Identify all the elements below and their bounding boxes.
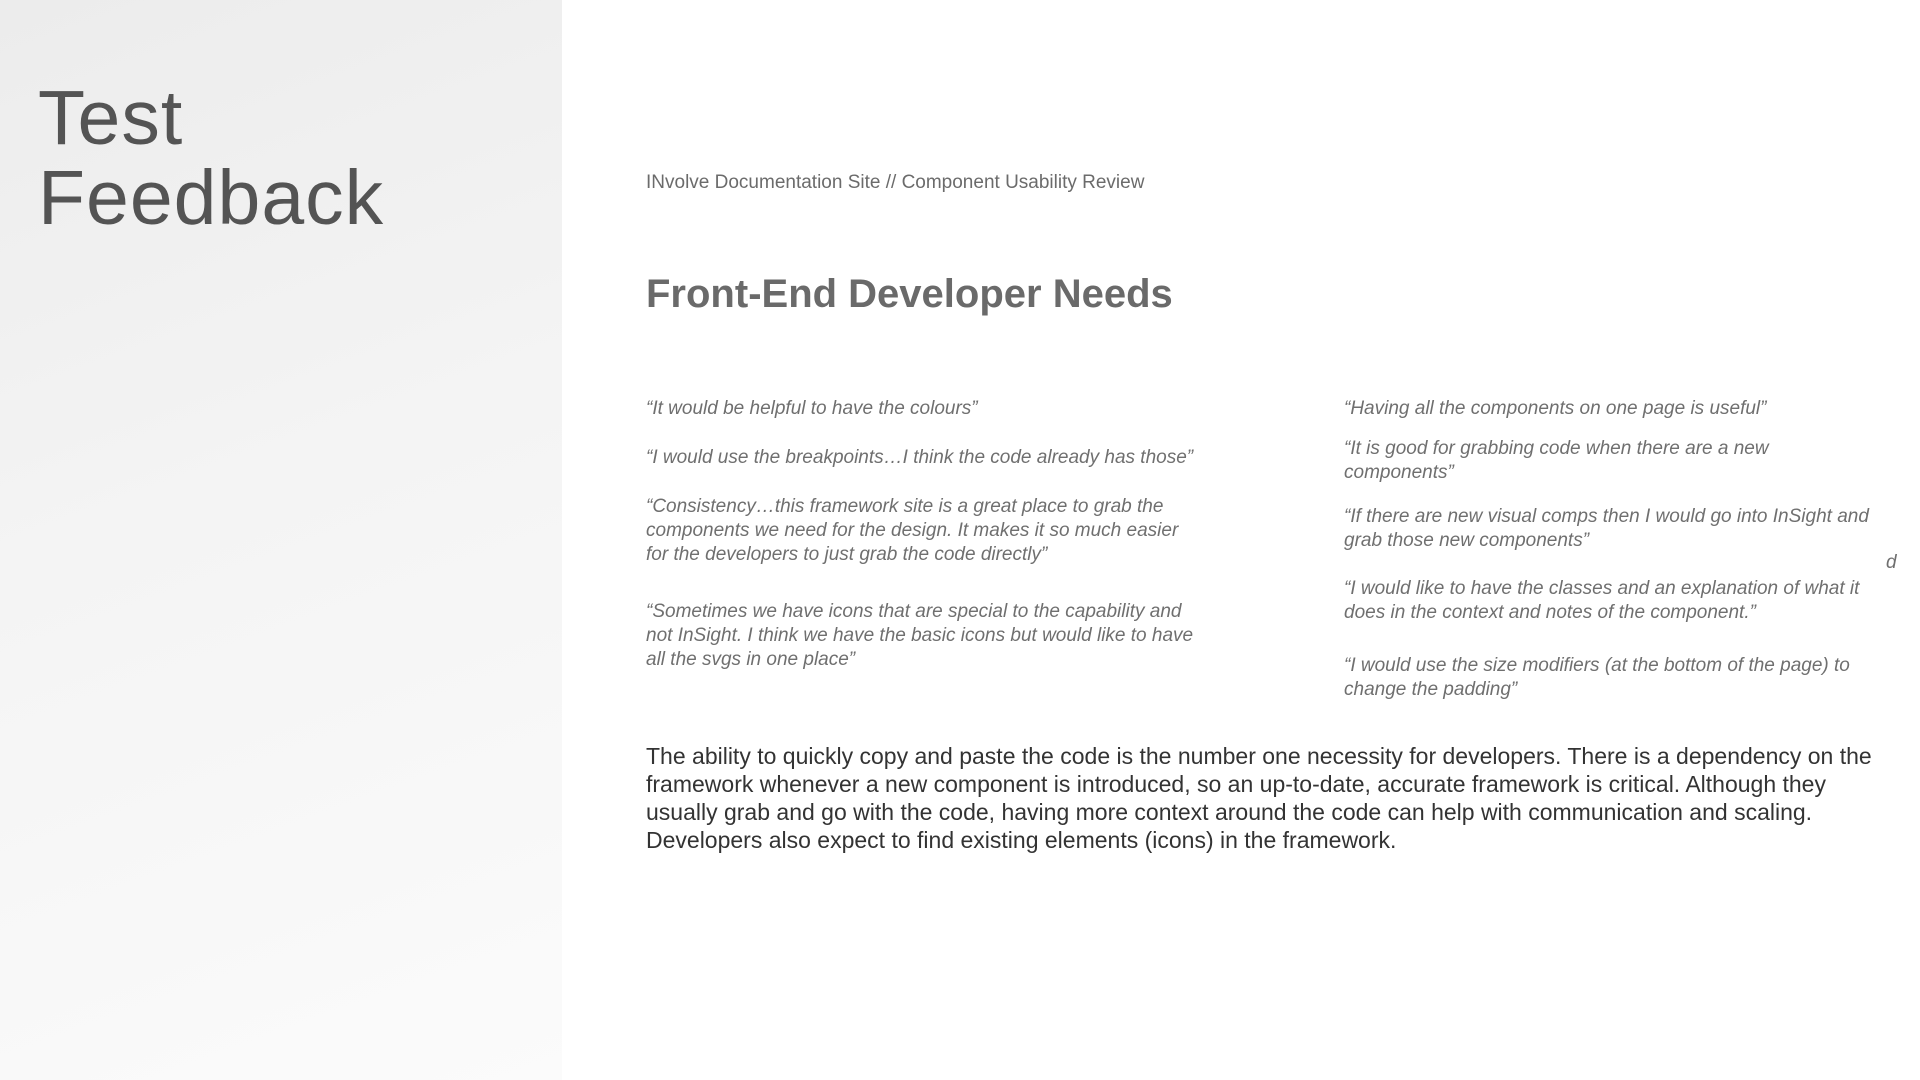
side-panel [0,0,562,1080]
quote-left-1: “It would be helpful to have the colours” [646,398,978,419]
side-title-line1: Test [38,75,184,161]
stray-character: d [1886,552,1897,573]
side-title-line2: Feedback [38,155,385,241]
page-subtitle: INvolve Documentation Site // Component Usability Review [646,172,1145,193]
section-heading: Front-End Developer Needs [646,272,1173,316]
quote-left-3: “Consistency…this framework site is a great place to grab the components we need for the design. It makes it so much easier for the developers to just grab the code directly” [646,496,1179,565]
quote-right-3: “If there are new visual comps then I would go into InSight and grab those new components” [1344,506,1869,551]
summary-paragraph: The ability to quickly copy and paste the code is the number one necessity for developers. There is a dependency on the framework whenever a new component is introduced, so an up-to-date, accurate framework is critical. Although they usually grab and go with the code, having more context around the code can help with communication and scaling. Developers also expect to find existing elements (icons) in the framework. [646,743,1872,853]
quote-left-2: “I would use the breakpoints…I think the code already has those” [646,447,1194,468]
quote-right-2: “It is good for grabbing code when there are a new components” [1344,438,1769,483]
quote-right-1: “Having all the components on one page is useful” [1344,398,1767,419]
side-title [38,75,385,241]
quote-right-4: “I would like to have the classes and an explanation of what it does in the context and notes of the component.” [1344,578,1860,623]
quote-left-4: “Sometimes we have icons that are special to the capability and not InSight. I think we have the basic icons but would like to have all the svgs in one place” [646,601,1194,670]
quote-right-5: “I would use the size modifiers (at the bottom of the page) to change the padding” [1344,655,1850,700]
